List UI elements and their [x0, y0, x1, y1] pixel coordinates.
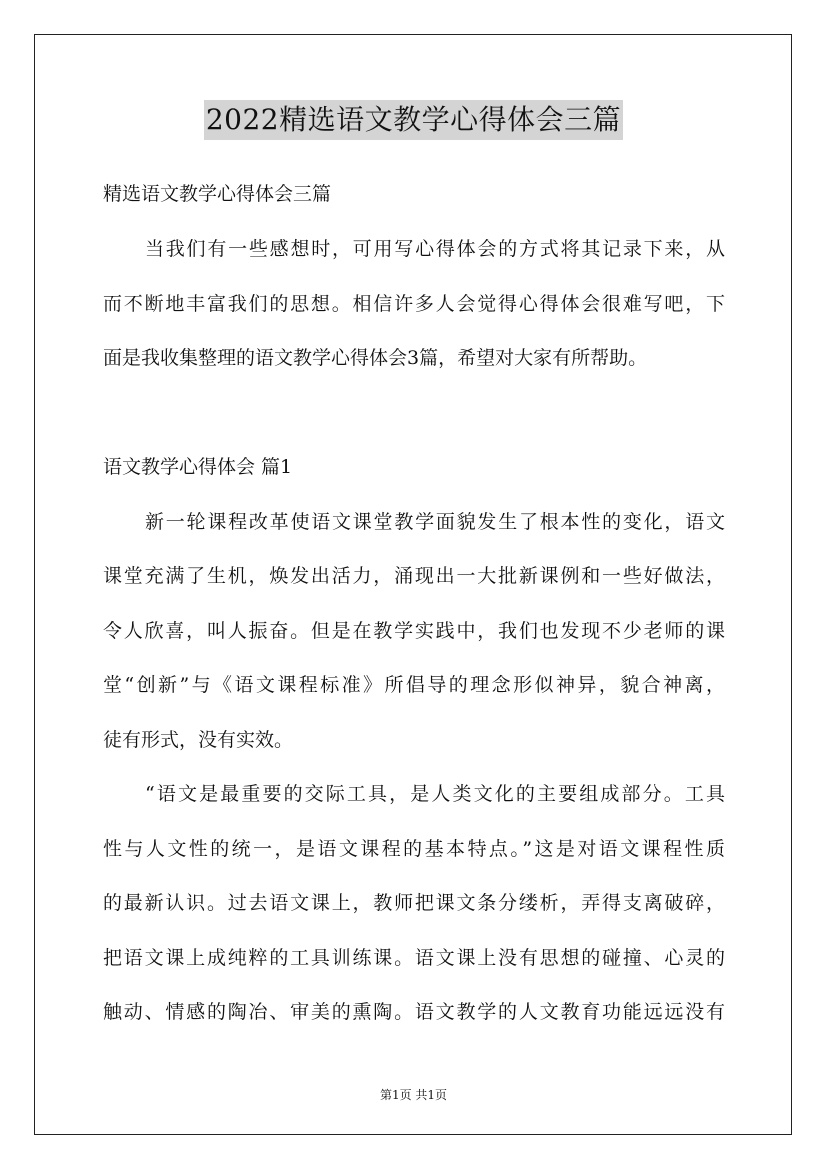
document-subtitle: 精选语文教学心得体会三篇 [103, 183, 332, 205]
paragraph-line: 课堂充满了生机，焕发出活力，涌现出一大批新课例和一些好做法， [103, 565, 725, 587]
paragraph-line: 性与人文性的统一，是语文课程的基本特点。”这是对语文课程性质 [103, 838, 725, 860]
title-container [0, 100, 827, 140]
paragraph-line: “语文是最重要的交际工具，是人类文化的主要组成部分。工具 [145, 783, 725, 805]
intro-line: 面是我收集整理的语文教学心得体会3篇，希望对大家有所帮助。 [103, 347, 648, 369]
paragraph-line: 徒有形式，没有实效。 [103, 729, 294, 751]
paragraph-line: 的最新认识。过去语文课上，教师把课文条分缕析，弄得支离破碎， [103, 892, 725, 914]
section-heading: 语文教学心得体会 篇1 [103, 456, 293, 478]
paragraph-line: 触动、情感的陶冶、审美的熏陶。语文教学的人文教育功能远远没有 [103, 1001, 725, 1023]
paragraph-line: 新一轮课程改革使语文课堂教学面貌发生了根本性的变化，语文 [145, 511, 725, 533]
document-title: 2022精选语文教学心得体会三篇 [204, 100, 623, 140]
page-footer: 第1页 共1页 [379, 1088, 448, 1102]
paragraph-line: 把语文课上成纯粹的工具训练课。语文课上没有思想的碰撞、心灵的 [103, 947, 725, 969]
paragraph-line: 令人欣喜，叫人振奋。但是在教学实践中，我们也发现不少老师的课 [103, 620, 725, 642]
paragraph-line: 堂“创新”与《语文课程标准》所倡导的理念形似神异，貌合神离， [103, 674, 725, 696]
intro-line: 当我们有一些感想时，可用写心得体会的方式将其记录下来，从 [145, 238, 725, 260]
intro-line: 而不断地丰富我们的思想。相信许多人会觉得心得体会很难写吧，下 [103, 293, 725, 315]
